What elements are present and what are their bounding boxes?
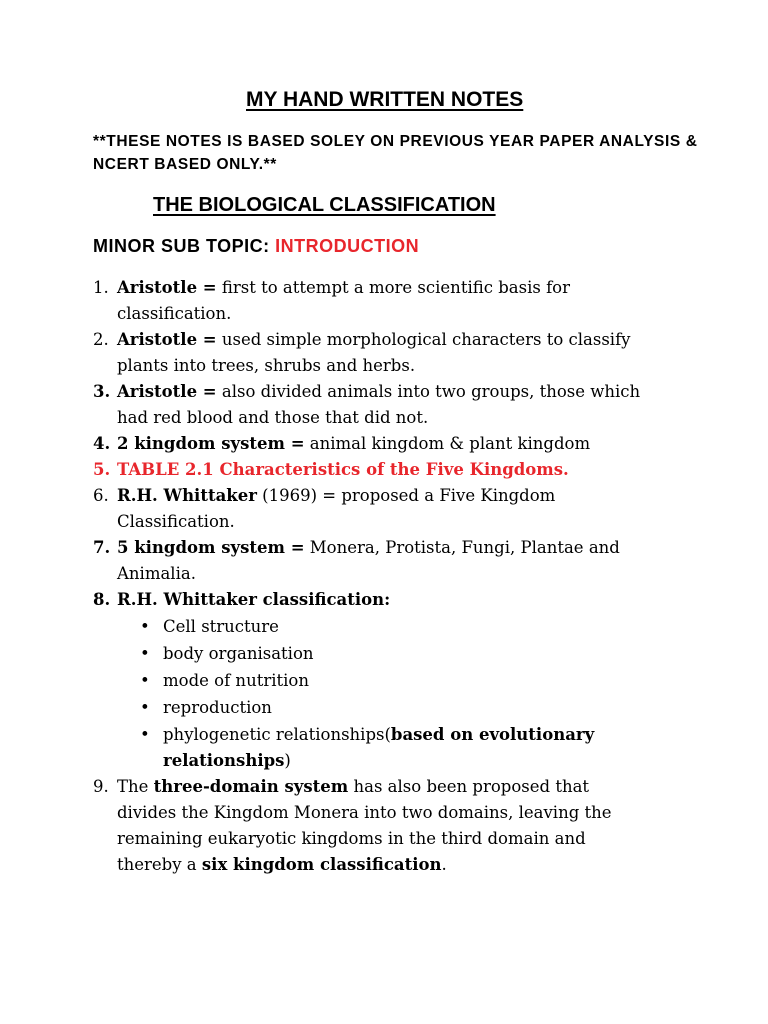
item-text: animal kingdom & plant kingdom [304,434,591,453]
bullet-text: body organisation [163,644,314,663]
list-item [93,587,653,774]
list-item [93,431,653,457]
item-number: 7. [93,538,111,557]
bullet-icon: • [140,617,150,636]
item-text: first to attempt a more scientific basis for classification. [117,278,570,323]
bullet-text: reproduction [163,698,272,717]
subtopic-value: INTRODUCTION [275,236,420,256]
bullet-text: phylogenetic relationships( [163,725,391,744]
classification-criteria-list [117,614,653,774]
bullet-icon: • [140,671,150,690]
item-number: 9. [93,777,109,796]
item-number: 6. [93,486,109,505]
bullet-text: mode of nutrition [163,671,309,690]
item-term-secondary: six kingdom classification [201,855,442,874]
list-item [93,457,653,483]
item-term: 2 kingdom system = [117,434,305,453]
bullet-item [117,668,653,695]
notes-list [93,275,653,878]
item-term: R.H. Whittaker classification: [117,590,391,609]
item-number: 3. [93,382,111,401]
list-item [93,379,653,431]
subtopic-label: MINOR SUB TOPIC: [93,236,276,256]
item-number: 1. [93,278,109,297]
topic-heading: THE BIOLOGICAL CLASSIFICATION [153,194,496,216]
item-text: (1969) = proposed a Five Kingdom Classification. [117,486,556,531]
item-number: 4. [93,434,111,453]
item-term: Aristotle = [117,330,217,349]
bullet-item [117,614,653,641]
item-number: 5. [93,460,111,479]
item-term: TABLE 2.1 Characteristics of the Five Kingdoms. [117,460,569,479]
item-term: three-domain system [153,777,349,796]
list-item [93,774,653,878]
item-text: Monera, Protista, Fungi, Plantae and Animalia. [117,538,620,583]
item-pre: The [117,777,154,796]
item-post: . [441,855,447,874]
list-item [93,483,653,535]
bullet-item [117,695,653,722]
item-text: has also been proposed that divides the Kingdom Monera into two domains, leaving the remaining eukaryotic kingdoms in the third domain and thereby a [117,777,612,874]
item-term: Aristotle = [117,278,217,297]
item-term: R.H. Whittaker [117,486,257,505]
subtopic-line [93,236,419,257]
bullet-item [117,641,653,668]
page-title: MY HAND WRITTEN NOTES [246,88,524,111]
bullet-close: ) [284,751,291,770]
bullet-icon: • [140,644,150,663]
list-item [93,535,653,587]
item-text: used simple morphological characters to classify plants into trees, shrubs and herbs. [117,330,631,375]
bullet-text: Cell structure [163,617,279,636]
item-number: 2. [93,330,109,349]
list-item [93,327,653,379]
bullet-icon: • [140,725,150,744]
list-item [93,275,653,327]
item-number: 8. [93,590,111,609]
item-term: Aristotle = [117,382,217,401]
disclaimer-note: **THESE NOTES IS BASED SOLEY ON PREVIOUS YEAR PAPER ANALYSIS & NCERT BASED ONLY.** [93,133,698,173]
item-term: 5 kingdom system = [117,538,305,557]
bullet-item [117,722,653,774]
item-text: also divided animals into two groups, those which had red blood and those that did not. [117,382,641,427]
bullet-bold-text: based on evolutionary relationships [163,725,595,770]
bullet-icon: • [140,698,150,717]
